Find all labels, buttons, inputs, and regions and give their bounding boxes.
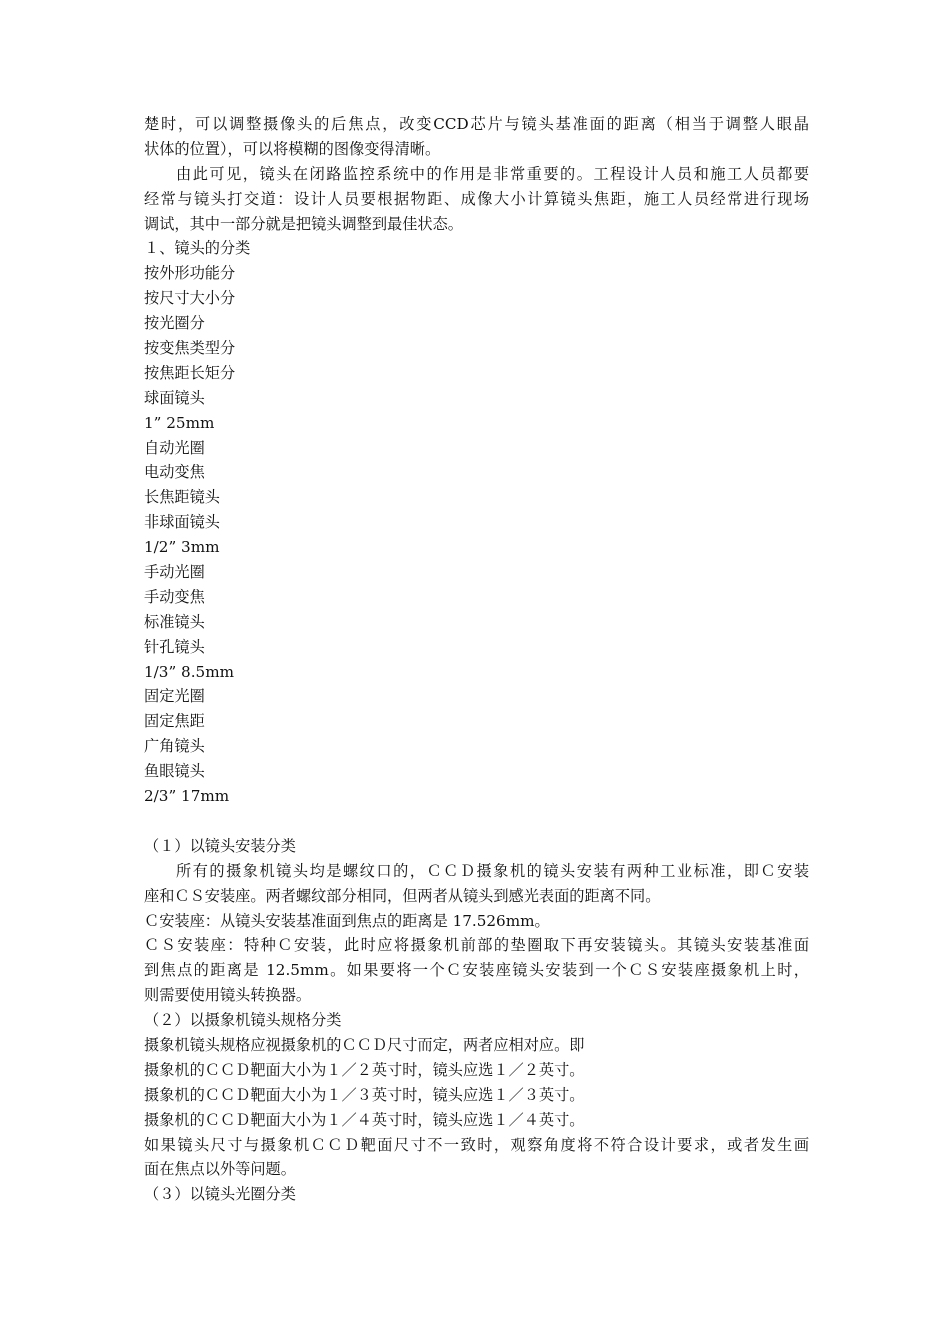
cs-mount-line-2: 到焦点的距离是 12.5mm。如果要将一个Ｃ安装座镜头安装到一个ＣＳ安装座摄象机上时， — [144, 961, 809, 980]
classification-item: 1/3” 8.5mm — [144, 662, 234, 681]
classification-item: 按外形功能分 — [144, 264, 236, 283]
section-heading-classification: １、镜头的分类 — [144, 239, 251, 258]
intro-line-3: 由此可见，镜头在闭路监控系统中的作用是非常重要的。工程设计人员和施工人员都要 — [176, 164, 809, 183]
classification-item: 按变焦类型分 — [144, 339, 236, 358]
section-heading-spec: （２）以摄象机镜头规格分类 — [144, 1011, 342, 1030]
section-heading-aperture: （３）以镜头光圈分类 — [144, 1185, 296, 1204]
classification-item: 长焦距镜头 — [144, 488, 220, 507]
spec-line-6: 面在焦点以外等问题。 — [144, 1160, 296, 1179]
classification-item: 标准镜头 — [144, 612, 205, 631]
cs-mount-line-3: 则需要使用镜头转换器。 — [144, 986, 312, 1005]
classification-item: 固定光圈 — [144, 687, 205, 706]
intro-line-1: 楚时，可以调整摄像头的后焦点，改变CCD芯片与镜头基准面的距离（相当于调整人眼晶 — [144, 115, 809, 133]
intro-line-4: 经常与镜头打交道：设计人员要根据物距、成像大小计算镜头焦距，施工人员经常进行现场 — [144, 189, 809, 208]
classification-item: 1” 25mm — [144, 413, 215, 432]
intro-line-2: 状体的位置），可以将模糊的图像变得清晰。 — [144, 139, 441, 158]
mount-paragraph-line-1: 所有的摄象机镜头均是螺纹口的，ＣＣＤ摄象机的镜头安装有两种工业标准，即Ｃ安装 — [176, 861, 809, 880]
classification-item: 球面镜头 — [144, 388, 205, 407]
classification-item: 电动变焦 — [144, 463, 205, 482]
spec-line-3: 摄象机的ＣＣＤ靶面大小为１／３英寸时，镜头应选１／３英寸。 — [144, 1085, 585, 1104]
intro-line-5: 调试，其中一部分就是把镜头调整到最佳状态。 — [144, 214, 463, 233]
classification-item: 按焦距长矩分 — [144, 363, 236, 382]
classification-item: 2/3” 17mm — [144, 787, 230, 806]
section-heading-mount: （１）以镜头安装分类 — [144, 836, 296, 855]
classification-item: 针孔镜头 — [144, 637, 205, 656]
classification-item: 手动光圈 — [144, 563, 205, 582]
classification-item: 1/2” 3mm — [144, 538, 220, 557]
blank-line — [144, 809, 809, 834]
classification-item: 自动光圈 — [144, 438, 205, 457]
classification-item: 鱼眼镜头 — [144, 762, 205, 781]
mount-paragraph-line-2: 座和ＣＳ安装座。两者螺纹部分相同，但两者从镜头到感光表面的距离不同。 — [144, 886, 661, 905]
classification-item: 手动变焦 — [144, 587, 205, 606]
document-body — [144, 112, 809, 1207]
classification-item: 按尺寸大小分 — [144, 289, 236, 308]
spec-line-4: 摄象机的ＣＣＤ靶面大小为１／４英寸时，镜头应选１／４英寸。 — [144, 1110, 585, 1129]
classification-item: 非球面镜头 — [144, 513, 220, 532]
spec-line-5: 如果镜头尺寸与摄象机ＣＣＤ靶面尺寸不一致时，观察角度将不符合设计要求，或者发生画 — [144, 1135, 809, 1154]
classification-item: 广角镜头 — [144, 737, 205, 756]
cs-mount-line-1: ＣＳ安装座：特种Ｃ安装，此时应将摄象机前部的垫圈取下再安装镜头。其镜头安装基准面 — [144, 936, 809, 955]
classification-item: 按光圈分 — [144, 314, 205, 333]
classification-item: 固定焦距 — [144, 712, 205, 731]
spec-line-1: 摄象机镜头规格应视摄象机的ＣＣＤ尺寸而定，两者应相对应。即 — [144, 1035, 585, 1054]
spec-line-2: 摄象机的ＣＣＤ靶面大小为１／２英寸时，镜头应选１／２英寸。 — [144, 1060, 585, 1079]
c-mount-line: Ｃ安装座：从镜头安装基准面到焦点的距离是 17.526mm。 — [144, 911, 550, 930]
